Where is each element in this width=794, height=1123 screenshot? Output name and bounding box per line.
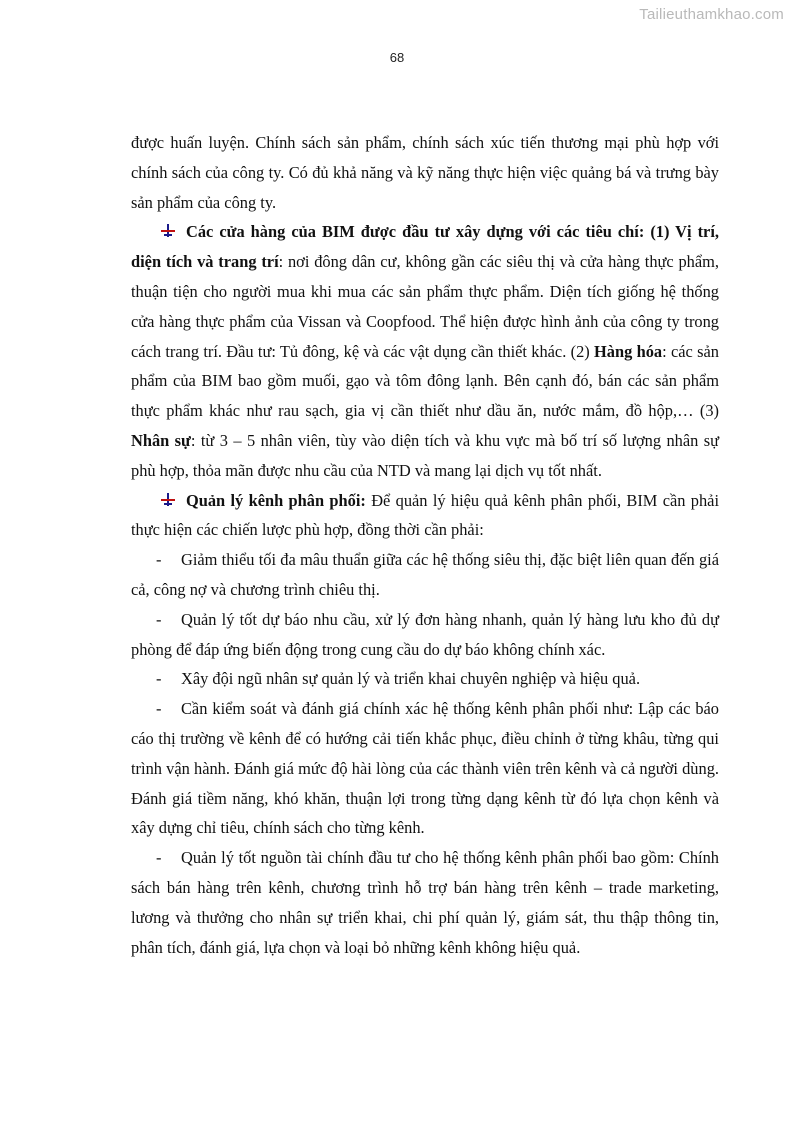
list-item-text: Xây đội ngũ nhân sự quản lý và triển khai chuyên nghiệp và hiệu quả. — [181, 669, 641, 689]
channel-management-heading: Quản lý kênh phân phối: — [186, 490, 366, 510]
watermark: Tailieuthamkhao.com — [639, 6, 784, 23]
list-item — [131, 664, 719, 694]
store-criteria-heading: Các cửa hàng của BIM được đầu tư xây dựng với các tiêu chí: (1) Vị trí, diện tích và trang trí — [131, 222, 719, 272]
paragraph-store-criteria — [131, 217, 719, 485]
list-item — [131, 605, 719, 665]
list-item — [131, 694, 719, 843]
store-criteria-text-1: : nơi đông dân cư, không gần các siêu thị và cửa hàng thực phẩm, thuận tiện cho người mua khi mua các sản phẩm thực phẩm. Diện tích giống hệ thống cửa hàng thực phẩm của Vissan và Coopfood. Thể hiện được hình ảnh của công ty trong cách trang trí. Đầu tư: Tủ đông, kệ và các vật dụng cần thiết khác. (2) — [131, 252, 719, 361]
cross-bullet-icon — [161, 493, 175, 507]
page-number: 68 — [389, 50, 405, 65]
list-item-text: Quản lý tốt nguồn tài chính đầu tư cho hệ thống kênh phân phối bao gồm: Chính sách bán hàng trên kênh, chương trình hỗ trợ bán hàng trên kênh – trade marketing, lương và thưởng cho nhân sự triển khai, chi phí quản lý, giám sát, thu thập thông tin, phân tích, đánh giá, lựa chọn và loại bỏ những kênh không hiệu quả. — [131, 848, 719, 957]
dash-marker: - — [156, 699, 162, 719]
list-item-text: Cần kiểm soát và đánh giá chính xác hệ thống kênh phân phối như: Lập các báo cáo thị trường về kênh để có hướng cải tiến khắc phục, điều chỉnh ở từng khâu, từng qui trình vận hành. Đánh giá mức độ hài lòng của các thành viên trên kênh và cả người dùng. Đánh giá tiềm năng, khó khăn, thuận lợi trong từng dạng kênh từ đó lựa chọn kênh và xây dựng chỉ tiêu, chính sách cho từng kênh. — [131, 699, 719, 838]
paragraph-continuation: được huấn luyện. Chính sách sản phẩm, chính sách xúc tiến thương mại phù hợp với chính sách của công ty. Có đủ khả năng và kỹ năng thực hiện việc quảng bá và trưng bày sản phẩm của công ty. — [131, 133, 719, 212]
document-body — [131, 128, 719, 962]
store-criteria-text-2: : các sản phẩm của BIM bao gồm muối, gạo và tôm đông lạnh. Bên cạnh đó, bán các sản phẩm thực phẩm khác như rau sạch, gia vị cần thiết như dầu ăn, nước mắm, đồ hộp,… (3) — [131, 341, 719, 421]
dash-marker: - — [156, 669, 162, 689]
dash-marker: - — [156, 550, 162, 570]
dash-marker: - — [156, 848, 162, 868]
store-criteria-text-3: : từ 3 – 5 nhân viên, tùy vào diện tích và khu vực mà bố trí số lượng nhân sự phù hợp, thỏa mãn được nhu cầu của NTD và mang lại dịch vụ tốt nhất. — [131, 430, 720, 480]
staff-heading: Nhân sự — [131, 430, 191, 450]
goods-heading: Hàng hóa — [594, 341, 663, 361]
dash-marker: - — [156, 609, 162, 629]
list-item — [131, 843, 719, 962]
list-item — [131, 545, 719, 605]
list-item-text: Quản lý tốt dự báo nhu cầu, xử lý đơn hàng nhanh, quản lý hàng lưu kho đủ dự phòng để đáp ứng biến động trong cung cầu do dự báo không chính xác. — [131, 609, 719, 659]
channel-management-text: Để quản lý hiệu quả kênh phân phối, BIM cần phải thực hiện các chiến lược phù hợp, đồng thời cần phải: — [131, 490, 719, 540]
list-item-text: Giảm thiểu tối đa mâu thuẩn giữa các hệ thống siêu thị, đặc biệt liên quan đến giá cả, công nợ và chương trình chiêu thị. — [131, 550, 719, 599]
paragraph-channel-management — [131, 486, 719, 546]
cross-bullet-icon — [161, 224, 175, 238]
